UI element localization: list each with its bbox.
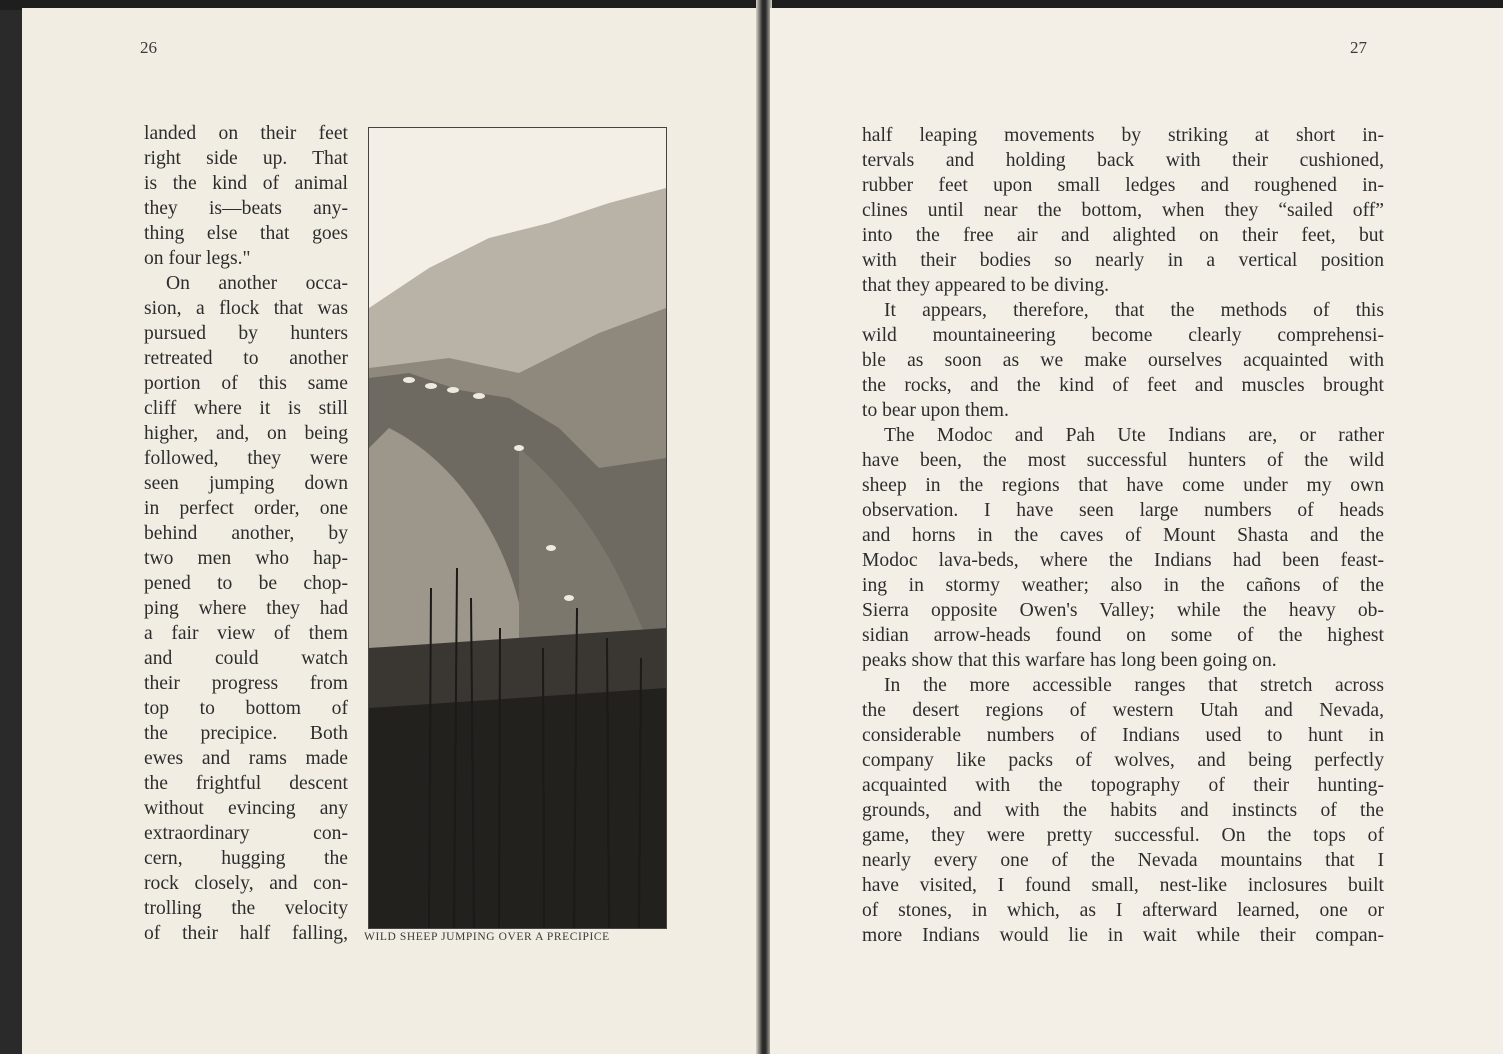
text-line: considerable numbers of Indians used to hunt in bbox=[862, 725, 1384, 746]
text-line: Sierra opposite Owen's Valley; while the heavy ob- bbox=[862, 600, 1384, 621]
text-line: rock closely, and con- bbox=[144, 873, 348, 894]
text-line: and could watch bbox=[144, 648, 348, 669]
text-line: pened to be chop- bbox=[144, 573, 348, 594]
mountain-precipice-engraving bbox=[369, 128, 666, 928]
page-number-right: 27 bbox=[1350, 38, 1367, 57]
text-line: sidian arrow-heads found on some of the highest bbox=[862, 625, 1384, 646]
text-line: portion of this same bbox=[144, 373, 348, 394]
text-line: the rocks, and the kind of feet and muscles brought bbox=[862, 375, 1384, 396]
text-line: sion, a flock that was bbox=[144, 298, 348, 319]
text-line: On another occa- bbox=[166, 273, 348, 294]
text-line: acquainted with the topography of their hunting- bbox=[862, 775, 1384, 796]
text-line: The Modoc and Pah Ute Indians are, or rather bbox=[884, 425, 1384, 446]
text-line: rubber feet upon small ledges and roughened in- bbox=[862, 175, 1384, 196]
text-line: pursued by hunters bbox=[144, 323, 348, 344]
text-line: that they appeared to be diving. bbox=[862, 275, 1110, 296]
text-line: wild mountaineering become clearly comprehensi- bbox=[862, 325, 1384, 346]
text-line: is the kind of animal bbox=[144, 173, 348, 194]
text-line: the desert regions of western Utah and Nevada, bbox=[862, 700, 1384, 721]
left-page bbox=[22, 8, 760, 1054]
text-line: In the more accessible ranges that stretch across bbox=[884, 675, 1384, 696]
text-line: retreated to another bbox=[144, 348, 348, 369]
text-line: sheep in the regions that have come under my own bbox=[862, 475, 1384, 496]
text-line: and horns in the caves of Mount Shasta and the bbox=[862, 525, 1384, 546]
text-line: higher, and, on being bbox=[144, 423, 348, 444]
text-line: observation. I have seen large numbers of heads bbox=[862, 500, 1384, 521]
right-page-text bbox=[862, 123, 1384, 948]
text-line: followed, they were bbox=[144, 448, 348, 469]
text-line: trolling the velocity bbox=[144, 898, 348, 919]
text-line: have visited, I found small, nest-like inclosures built bbox=[862, 875, 1384, 896]
text-line: right side up. That bbox=[144, 148, 348, 169]
text-line: tervals and holding back with their cushioned, bbox=[862, 150, 1384, 171]
text-line: have been, the most successful hunters of the wild bbox=[862, 450, 1384, 471]
text-line: the frightful descent bbox=[144, 773, 348, 794]
left-page-text bbox=[144, 121, 348, 946]
text-line: they is—beats any- bbox=[144, 198, 348, 219]
text-line: their progress from bbox=[144, 673, 348, 694]
text-line: grounds, and with the habits and instincts of the bbox=[862, 800, 1384, 821]
page-number-left: 26 bbox=[140, 38, 157, 57]
text-line: to bear upon them. bbox=[862, 400, 1009, 421]
text-line: extraordinary con- bbox=[144, 823, 348, 844]
text-line: ewes and rams made bbox=[144, 748, 348, 769]
figure-caption: WILD SHEEP JUMPING OVER A PRECIPICE bbox=[364, 931, 610, 943]
engraving-illustration bbox=[368, 127, 667, 929]
text-line: company like packs of wolves, and being perfectly bbox=[862, 750, 1384, 771]
text-line: seen jumping down bbox=[144, 473, 348, 494]
text-line: two men who hap- bbox=[144, 548, 348, 569]
text-line: top to bottom of bbox=[144, 698, 348, 719]
text-line: game, they were pretty successful. On the tops of bbox=[862, 825, 1384, 846]
text-line: the precipice. Both bbox=[144, 723, 348, 744]
text-line: behind another, by bbox=[144, 523, 348, 544]
text-line: ping where they had bbox=[144, 598, 348, 619]
text-line: with their bodies so nearly in a vertical position bbox=[862, 250, 1384, 271]
text-line: clines until near the bottom, when they “sailed off” bbox=[862, 200, 1384, 221]
text-line: of stones, in which, as I afterward learned, one or bbox=[862, 900, 1384, 921]
text-line: into the free air and alighted on their feet, but bbox=[862, 225, 1384, 246]
text-line: more Indians would lie in wait while their compan- bbox=[862, 925, 1384, 946]
text-line: ing in stormy weather; also in the cañons of the bbox=[862, 575, 1384, 596]
text-line: thing else that goes bbox=[144, 223, 348, 244]
text-line: half leaping movements by striking at short in- bbox=[862, 125, 1384, 146]
text-line: on four legs." bbox=[144, 248, 251, 269]
text-line: landed on their feet bbox=[144, 123, 348, 144]
text-line: peaks show that this warfare has long been going on. bbox=[862, 650, 1277, 671]
text-line: in perfect order, one bbox=[144, 498, 348, 519]
text-line: ble as soon as we make ourselves acquainted with bbox=[862, 350, 1384, 371]
text-line: without evincing any bbox=[144, 798, 348, 819]
text-line: nearly every one of the Nevada mountains that I bbox=[862, 850, 1384, 871]
text-line: a fair view of them bbox=[144, 623, 348, 644]
text-line: of their half falling, bbox=[144, 923, 348, 944]
text-line: It appears, therefore, that the methods of this bbox=[884, 300, 1384, 321]
text-line: cliff where it is still bbox=[144, 398, 348, 419]
text-line: Modoc lava-beds, where the Indians had been feast- bbox=[862, 550, 1384, 571]
right-page bbox=[770, 8, 1503, 1054]
text-line: cern, hugging the bbox=[144, 848, 348, 869]
